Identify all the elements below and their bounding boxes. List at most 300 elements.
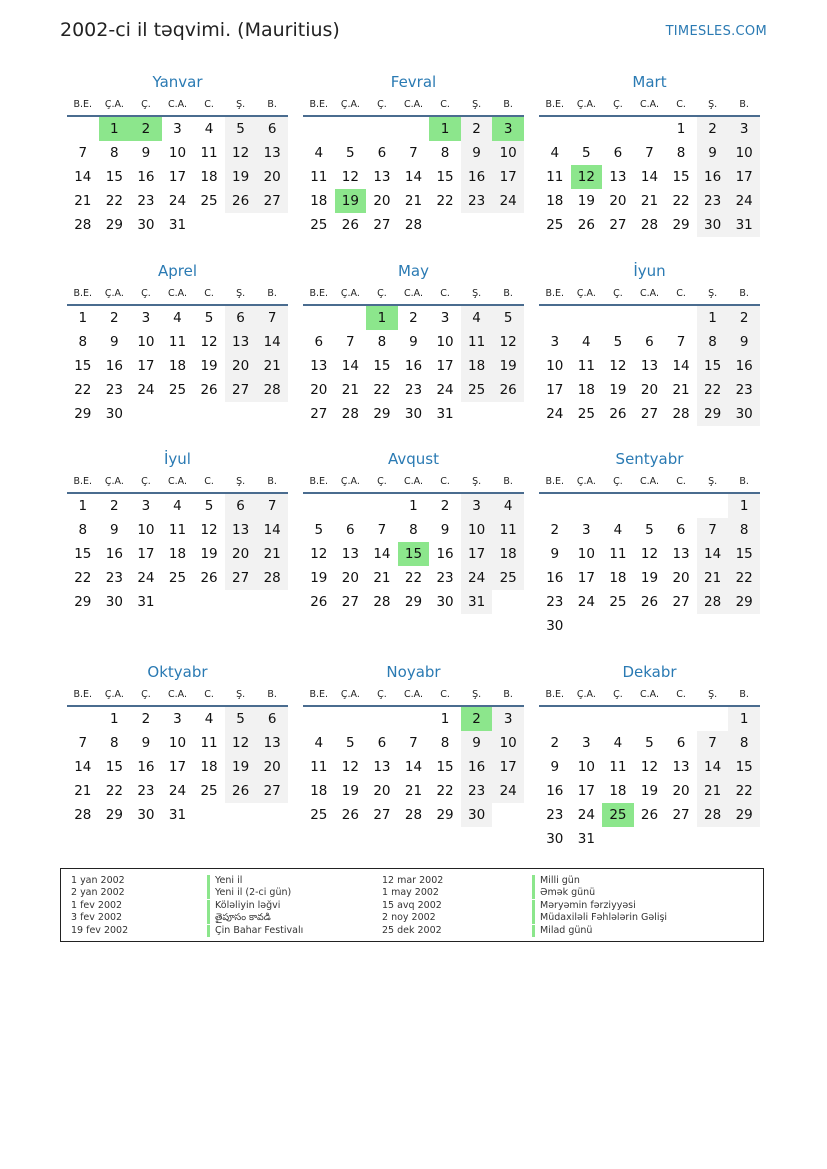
weekday-header — [539, 282, 760, 306]
day-cell: 21 — [74, 783, 92, 799]
day-cell: 14 — [640, 169, 659, 185]
day-cell: 9 — [141, 735, 151, 751]
day-cell: 18 — [168, 358, 187, 374]
day-cell: 17 — [137, 546, 155, 562]
day-cell: 18 — [546, 193, 564, 209]
weekday-label: Ş. — [236, 287, 246, 299]
day-cell: 7 — [256, 494, 288, 518]
day-cell: 1 — [728, 494, 760, 518]
day-cell: 28 — [697, 590, 729, 614]
day-cell: 11 — [200, 145, 218, 161]
empty-cell — [571, 707, 603, 731]
day-cell: 24 — [577, 594, 595, 610]
day-cell: 30 — [404, 406, 423, 422]
day-cell: 12 — [492, 330, 524, 354]
day-cell: 22 — [728, 779, 760, 803]
empty-cell — [634, 306, 666, 330]
empty-cell — [366, 117, 398, 141]
empty-cell — [665, 494, 697, 518]
empty-cell — [366, 707, 398, 731]
day-cell: 1 — [409, 498, 418, 514]
day-cell: 12 — [640, 546, 659, 562]
weekday-label: Ç. — [141, 287, 151, 299]
day-cell: 4 — [314, 145, 324, 161]
day-cell: 14 — [697, 755, 729, 779]
day-cell: 19 — [200, 358, 218, 374]
day-cell: 14 — [672, 358, 690, 374]
day-cell: 20 — [609, 193, 627, 209]
day-cell: 23 — [461, 189, 493, 213]
weekday-label: B. — [267, 287, 277, 299]
legend-date: 1 yan 2002 — [71, 875, 125, 886]
legend-date: 1 may 2002 — [382, 887, 439, 899]
day-cell: 30 — [137, 807, 155, 823]
month-name: Sentyabr — [615, 450, 684, 468]
weekday-label: Ç.A. — [340, 98, 360, 110]
day-cell: 6 — [676, 522, 686, 538]
weekday-label: Ç.A. — [104, 98, 124, 110]
legend-date: 3 fev 2002 — [71, 912, 123, 924]
holiday-day-cell: 3 — [492, 117, 524, 141]
days-grid — [539, 117, 760, 237]
page-title: 2002-ci il təqvimi. (Mauritius) — [60, 19, 340, 41]
day-cell: 29 — [105, 807, 123, 823]
weekday-label: C. — [676, 98, 686, 110]
day-cell: 20 — [640, 382, 659, 398]
weekday-label: Ç. — [613, 688, 623, 700]
day-cell: 17 — [461, 542, 493, 566]
day-cell: 24 — [728, 189, 760, 213]
day-cell: 26 — [640, 594, 659, 610]
day-cell: 25 — [200, 193, 218, 209]
month-name: Oktyabr — [147, 663, 208, 681]
day-cell: 28 — [256, 566, 288, 590]
day-cell: 20 — [310, 382, 328, 398]
day-cell: 31 — [137, 594, 155, 610]
day-cell: 26 — [609, 406, 627, 422]
day-cell: 26 — [640, 807, 659, 823]
day-cell: 10 — [577, 546, 595, 562]
day-cell: 25 — [310, 217, 328, 233]
weekday-label: Ç.A. — [576, 688, 596, 700]
day-cell: 18 — [168, 546, 187, 562]
weekday-label: Ş. — [708, 475, 718, 487]
day-cell: 19 — [609, 382, 627, 398]
day-cell: 13 — [640, 358, 659, 374]
day-cell: 22 — [105, 783, 123, 799]
empty-cell — [571, 117, 603, 141]
day-cell: 9 — [697, 141, 729, 165]
day-cell: 31 — [577, 831, 595, 847]
holiday-day-cell: 1 — [99, 117, 131, 141]
day-cell: 6 — [377, 145, 387, 161]
weekday-label: B.E. — [309, 98, 329, 110]
day-cell: 9 — [550, 759, 560, 775]
day-cell: 19 — [310, 570, 328, 586]
empty-cell — [303, 117, 335, 141]
day-cell: 2 — [409, 310, 418, 326]
day-cell: 16 — [461, 755, 493, 779]
legend-date: 2 noy 2002 — [382, 912, 436, 924]
day-cell: 13 — [310, 358, 328, 374]
day-cell: 7 — [645, 145, 654, 161]
day-cell: 24 — [436, 382, 454, 398]
day-cell: 10 — [577, 759, 595, 775]
day-cell: 26 — [225, 189, 257, 213]
empty-cell — [697, 494, 729, 518]
day-cell: 7 — [377, 522, 387, 538]
legend-holiday-name: Köləliyin ləğvi — [207, 900, 375, 912]
day-cell: 31 — [436, 406, 454, 422]
weekday-label: B. — [267, 475, 277, 487]
day-cell: 14 — [341, 358, 359, 374]
day-cell: 14 — [697, 542, 729, 566]
day-cell: 17 — [168, 169, 187, 185]
weekday-label: B.E. — [545, 475, 565, 487]
day-cell: 13 — [225, 518, 257, 542]
day-cell: 3 — [440, 310, 450, 326]
day-cell: 21 — [404, 783, 423, 799]
month-block — [67, 448, 288, 614]
day-cell: 14 — [74, 169, 92, 185]
day-cell: 7 — [78, 735, 88, 751]
empty-cell — [398, 707, 430, 731]
weekday-label: Ş. — [472, 475, 482, 487]
day-cell: 29 — [728, 803, 760, 827]
weekday-label: B.E. — [545, 688, 565, 700]
holiday-day-cell: 12 — [571, 165, 603, 189]
day-cell: 28 — [672, 406, 690, 422]
weekday-label: B.E. — [73, 475, 93, 487]
day-cell: 22 — [404, 570, 423, 586]
day-cell: 21 — [256, 542, 288, 566]
day-cell: 11 — [168, 334, 187, 350]
weekday-label: C. — [204, 287, 214, 299]
day-cell: 8 — [440, 735, 450, 751]
day-cell: 20 — [373, 783, 391, 799]
legend-holiday-name: Çin Bahar Festivalı — [207, 925, 375, 937]
days-grid — [539, 306, 760, 426]
weekday-label: Ş. — [236, 688, 246, 700]
days-grid — [67, 707, 288, 827]
weekday-label: C. — [204, 475, 214, 487]
empty-cell — [335, 117, 367, 141]
day-cell: 21 — [640, 193, 659, 209]
weekday-label: B.E. — [73, 98, 93, 110]
day-cell: 8 — [78, 522, 88, 538]
day-cell: 27 — [310, 406, 328, 422]
month-block — [67, 260, 288, 426]
day-cell: 24 — [168, 783, 187, 799]
weekday-label: Ş. — [708, 287, 718, 299]
day-cell: 6 — [613, 145, 623, 161]
weekday-label: C.A. — [639, 287, 659, 299]
weekday-label: C. — [440, 98, 450, 110]
days-grid — [67, 494, 288, 614]
legend-date: 25 dek 2002 — [382, 924, 442, 936]
day-cell: 26 — [225, 779, 257, 803]
empty-cell — [335, 494, 367, 518]
month-name: İyul — [164, 450, 191, 468]
day-cell: 19 — [225, 165, 257, 189]
legend-holiday-name: Milad günü — [532, 925, 700, 937]
weekday-label: C.A. — [167, 688, 187, 700]
day-cell: 15 — [74, 358, 92, 374]
day-cell: 20 — [373, 193, 391, 209]
day-cell: 26 — [200, 570, 218, 586]
day-cell: 16 — [105, 546, 123, 562]
day-cell: 28 — [404, 217, 423, 233]
legend-holiday-name: తైపూసం కావడి — [207, 912, 375, 924]
day-cell: 15 — [672, 169, 690, 185]
day-cell: 16 — [546, 783, 564, 799]
day-cell: 2 — [550, 522, 560, 538]
empty-cell — [602, 707, 634, 731]
day-cell: 19 — [225, 755, 257, 779]
day-cell: 12 — [310, 546, 328, 562]
day-cell: 15 — [373, 358, 391, 374]
day-cell: 7 — [409, 145, 418, 161]
empty-cell — [303, 494, 335, 518]
day-cell: 25 — [168, 382, 187, 398]
weekday-label: Ş. — [472, 287, 482, 299]
day-cell: 29 — [74, 406, 92, 422]
day-cell: 18 — [310, 783, 328, 799]
empty-cell — [67, 707, 99, 731]
weekday-header — [67, 93, 288, 117]
weekday-label: C. — [204, 98, 214, 110]
day-cell: 9 — [550, 546, 560, 562]
weekday-label: Ç.A. — [576, 475, 596, 487]
day-cell: 11 — [609, 546, 627, 562]
month-block — [67, 661, 288, 827]
day-cell: 3 — [582, 522, 591, 538]
weekday-label: Ç. — [377, 98, 387, 110]
day-cell: 12 — [225, 731, 257, 755]
weekday-label: B. — [267, 98, 277, 110]
day-cell: 10 — [728, 141, 760, 165]
day-cell: 19 — [492, 354, 524, 378]
day-cell: 3 — [461, 494, 493, 518]
day-cell: 13 — [256, 141, 288, 165]
weekday-header — [539, 93, 760, 117]
day-cell: 6 — [225, 306, 257, 330]
month-block — [303, 661, 524, 827]
day-cell: 30 — [461, 803, 493, 827]
day-cell: 19 — [640, 783, 659, 799]
empty-cell — [634, 494, 666, 518]
month-name: Dekabr — [622, 663, 677, 681]
day-cell: 12 — [200, 334, 218, 350]
month-name: İyun — [633, 262, 666, 280]
weekday-label: C.A. — [167, 287, 187, 299]
month-name: May — [397, 262, 429, 280]
day-cell: 4 — [613, 522, 623, 538]
day-cell: 23 — [436, 570, 454, 586]
day-cell: 30 — [546, 831, 564, 847]
legend-holiday-name: Milli gün — [532, 875, 700, 887]
legend-date: 19 fev 2002 — [71, 924, 129, 936]
month-block — [539, 661, 760, 851]
legend-holiday-name: Yeni il (2-ci gün) — [207, 887, 375, 899]
day-cell: 27 — [609, 217, 627, 233]
day-cell: 11 — [461, 330, 493, 354]
day-cell: 24 — [461, 566, 493, 590]
empty-cell — [602, 494, 634, 518]
day-cell: 26 — [341, 807, 359, 823]
weekday-label: Ç.A. — [104, 688, 124, 700]
day-cell: 3 — [492, 707, 524, 731]
empty-cell — [634, 117, 666, 141]
day-cell: 28 — [404, 807, 423, 823]
month-block — [539, 448, 760, 638]
month-name: Noyabr — [386, 663, 441, 681]
day-cell: 6 — [645, 334, 654, 350]
day-cell: 27 — [341, 594, 359, 610]
day-cell: 28 — [74, 807, 92, 823]
month-block — [303, 71, 524, 237]
day-cell: 27 — [225, 566, 257, 590]
legend-date: 15 avq 2002 — [382, 899, 442, 911]
day-cell: 29 — [436, 807, 454, 823]
day-cell: 6 — [256, 117, 288, 141]
day-cell: 8 — [697, 330, 729, 354]
day-cell: 2 — [110, 498, 119, 514]
day-cell: 27 — [256, 779, 288, 803]
weekday-label: Ç.A. — [340, 287, 360, 299]
day-cell: 22 — [105, 193, 123, 209]
weekday-label: C.A. — [639, 688, 659, 700]
day-cell: 1 — [78, 310, 88, 326]
days-grid — [67, 306, 288, 426]
weekday-label: Ç.A. — [576, 287, 596, 299]
holiday-day-cell: 2 — [461, 707, 493, 731]
empty-cell — [335, 707, 367, 731]
day-cell: 5 — [314, 522, 324, 538]
day-cell: 29 — [404, 594, 423, 610]
day-cell: 3 — [141, 498, 151, 514]
day-cell: 27 — [373, 217, 391, 233]
day-cell: 7 — [78, 145, 88, 161]
day-cell: 30 — [137, 217, 155, 233]
weekday-label: B. — [503, 98, 513, 110]
day-cell: 9 — [461, 731, 493, 755]
weekday-label: C. — [676, 475, 686, 487]
day-cell: 24 — [137, 570, 155, 586]
weekday-label: C. — [204, 688, 214, 700]
day-cell: 21 — [74, 193, 92, 209]
day-cell: 10 — [436, 334, 454, 350]
day-cell: 30 — [728, 402, 760, 426]
day-cell: 11 — [200, 735, 218, 751]
day-cell: 5 — [492, 306, 524, 330]
day-cell: 11 — [492, 518, 524, 542]
day-cell: 28 — [256, 378, 288, 402]
weekday-label: Ş. — [708, 688, 718, 700]
weekday-label: C.A. — [403, 688, 423, 700]
legend-holiday-name: Əmək günü — [532, 887, 700, 899]
day-cell: 26 — [577, 217, 595, 233]
day-cell: 24 — [492, 779, 524, 803]
day-cell: 13 — [373, 759, 391, 775]
day-cell: 17 — [137, 358, 155, 374]
day-cell: 13 — [341, 546, 359, 562]
site-link[interactable]: TIMESLES.COM — [665, 24, 767, 39]
weekday-label: B.E. — [309, 475, 329, 487]
empty-cell — [571, 494, 603, 518]
day-cell: 25 — [310, 807, 328, 823]
day-cell: 13 — [609, 169, 627, 185]
day-cell: 27 — [256, 189, 288, 213]
day-cell: 3 — [173, 711, 182, 727]
empty-cell — [665, 707, 697, 731]
day-cell: 9 — [440, 522, 450, 538]
weekday-label: B. — [739, 98, 749, 110]
day-cell: 5 — [346, 735, 355, 751]
day-cell: 3 — [141, 310, 151, 326]
empty-cell — [303, 707, 335, 731]
day-cell: 28 — [640, 217, 659, 233]
weekday-header — [303, 282, 524, 306]
empty-cell — [665, 306, 697, 330]
day-cell: 31 — [168, 807, 187, 823]
day-cell: 3 — [173, 121, 182, 137]
day-cell: 16 — [105, 358, 123, 374]
weekday-label: B.E. — [73, 688, 93, 700]
day-cell: 12 — [341, 169, 359, 185]
day-cell: 23 — [546, 807, 564, 823]
weekday-label: Ç. — [377, 287, 387, 299]
day-cell: 4 — [173, 310, 182, 326]
day-cell: 23 — [105, 382, 123, 398]
holiday-day-cell: 19 — [335, 189, 367, 213]
days-grid — [303, 707, 524, 827]
day-cell: 5 — [204, 498, 214, 514]
holiday-day-cell: 1 — [429, 117, 461, 141]
day-cell: 22 — [697, 378, 729, 402]
day-cell: 28 — [373, 594, 391, 610]
day-cell: 2 — [110, 310, 119, 326]
weekday-label: Ç. — [141, 98, 151, 110]
day-cell: 2 — [461, 117, 493, 141]
day-cell: 1 — [697, 306, 729, 330]
day-cell: 28 — [341, 406, 359, 422]
day-cell: 7 — [676, 334, 686, 350]
day-cell: 5 — [645, 522, 654, 538]
holiday-day-cell: 2 — [130, 117, 162, 141]
weekday-label: C. — [676, 287, 686, 299]
day-cell: 10 — [137, 334, 155, 350]
day-cell: 8 — [728, 518, 760, 542]
day-cell: 18 — [609, 570, 627, 586]
day-cell: 21 — [697, 566, 729, 590]
day-cell: 11 — [310, 759, 328, 775]
day-cell: 9 — [110, 334, 119, 350]
day-cell: 13 — [672, 759, 690, 775]
day-cell: 9 — [409, 334, 418, 350]
day-cell: 18 — [577, 382, 595, 398]
weekday-label: Ç.A. — [104, 287, 124, 299]
day-cell: 1 — [440, 711, 450, 727]
day-cell: 30 — [105, 594, 123, 610]
day-cell: 4 — [314, 735, 324, 751]
day-cell: 10 — [546, 358, 564, 374]
weekday-label: C.A. — [403, 287, 423, 299]
empty-cell — [602, 306, 634, 330]
day-cell: 27 — [225, 378, 257, 402]
day-cell: 23 — [546, 594, 564, 610]
weekday-label: B. — [503, 475, 513, 487]
